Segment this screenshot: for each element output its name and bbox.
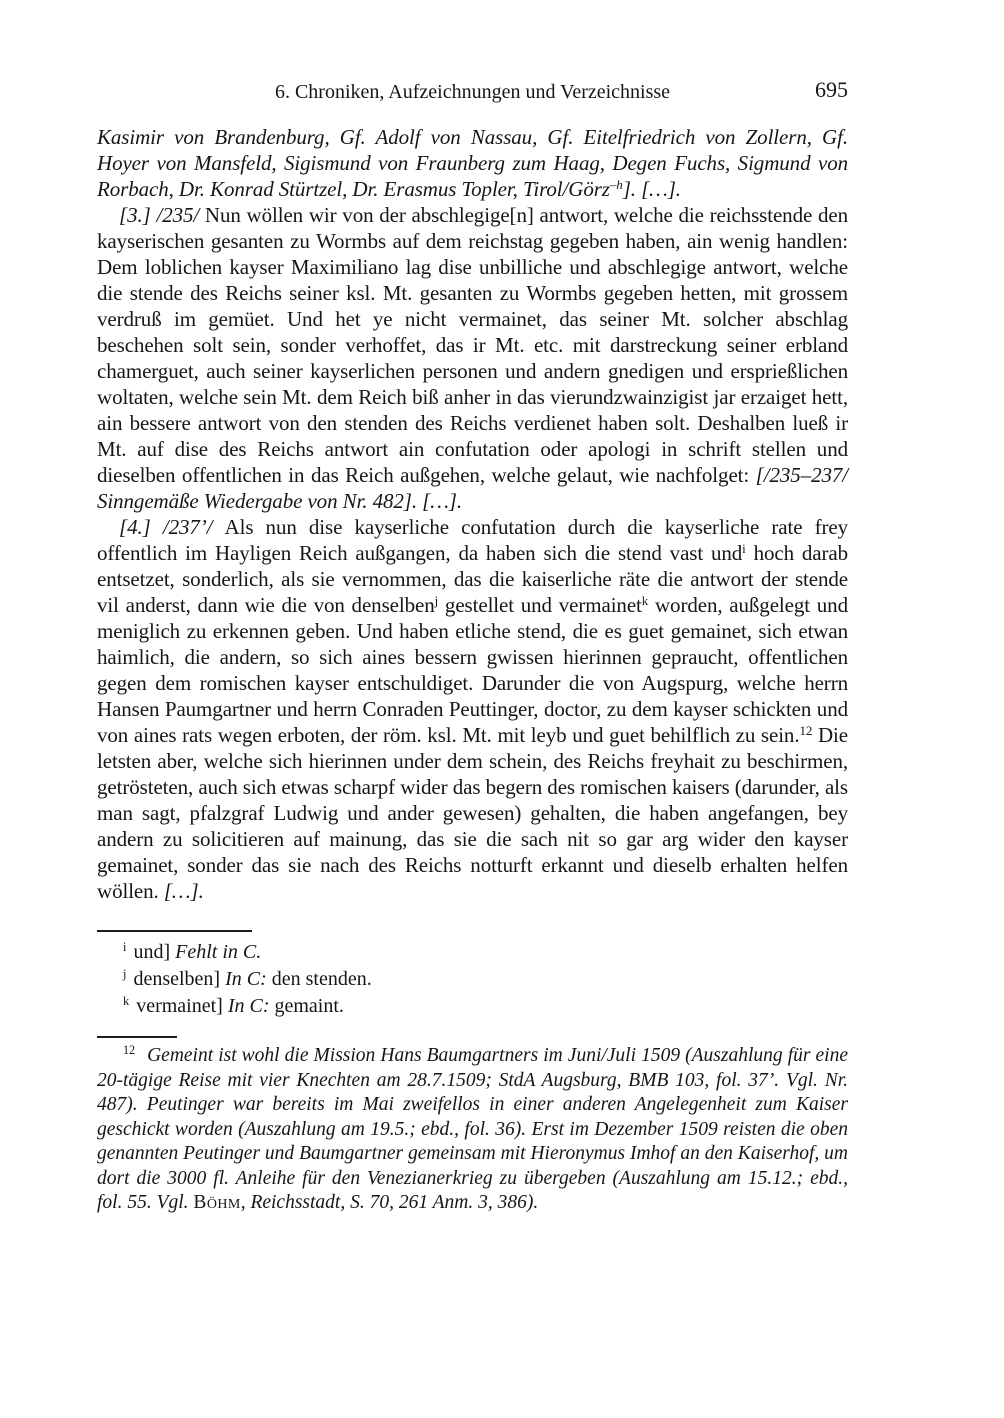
footnote-marker: 12 [123,1043,136,1058]
footnote-divider-rule [97,1036,177,1038]
apparatus-entry-text: vermainet] In C: gemaint. [136,995,344,1017]
apparatus-marker: i [123,940,127,955]
footnote-section [97,1036,848,1216]
apparatus-entry-j [97,966,848,993]
critical-apparatus [97,930,848,1020]
apparatus-marker: k [123,994,130,1009]
apparatus-marker: j [123,967,127,982]
running-header [97,77,848,104]
paragraph-section-3: [3.] /235/ Nun wöllen wir von der abschlegige[n] antwort, welche die reichsstende den kayserischen gesanten zu Wormbs auf dem reichstag gegeben haben, ain wenig handlen: Dem loblichen kayser Maximiliano lag dise unbilliche und abschlegige antwort, welche die stende des Reichs seiner ksl. Mt. gesanten zu Wormbs gegeben hetten, mit grossem verdruß im gemüet. Und het ye nicht vermainet, das seiner Mt. solcher abschlag beschehen solt sein, sonder verhoffet, das ir Mt. etc. mit darstreckung seiner erbland chamerguet, auch seiner kayserlichen personen und andern gnedigen und ersprießlichen woltaten, welche sein Mt. dem Reich biß anher in das vierundzwainzigist jar erzaiget hett, ain bessere antwort von den stenden des Reichs verdienet haben solt. Deshalben lueß ir Mt. auf dise des Reichs antwort ain confutation oder apologi in schrift stellen und dieselben offentlichen in das Reich außgehen, welche gelaut, wie nachfolget: [/235–237/ Sinngemäße Wiedergabe von Nr. 482]. […]. [97,203,848,513]
page-number: 695 [815,77,848,102]
main-text [97,124,848,904]
paragraph-preamble: Kasimir von Brandenburg, Gf. Adolf von Nassau, Gf. Eitelfriedrich von Zollern, Gf. Hoyer von Mansfeld, Sigismund von Fraunberg zum Haag, Degen Fuchs, Sigmund von Rorbach, Dr. Konrad Stürtzel, Dr. Erasmus Topler, Tirol/Görz$^{-h}$]. […]. [97,125,848,201]
apparatus-divider-rule [97,930,252,932]
apparatus-entry-text: denselben] In C: den stenden. [133,968,372,990]
paragraph-section-4: [4.] /237’/ Als nun dise kayserliche confutation durch die kayserliche rate frey offentlich im Hayligen Reich außgangen, da haben sich die stend vast und$^i$ hoch darab entsetzet, sonderlich, als sie vernommen, das die kaiserliche räte die antwort der stende vil anderst, dann wie die von denselben$^j$ gestellet und vermainet$^k$ worden, außgelegt und meniglich zu erkennen geben. Und haben etliche stend, die es guet gemainet, sich etwan haimlich, die andern, so sich aines bessern gwissen hierinnen gepraucht, offentlichen gegen dem romischen kayser entschuldiget. Darunder die von Augspurg, welche herrn Hansen Paumgartner und herrn Conraden Peuttinger, doctor, zu dem kayser schickten und von aines rats wegen erboten, der röm. ksl. Mt. mit leyb und guet behilflich zu sein.$^{12}$ Die letsten aber, welche sich hierinnen under dem schein, des Reichs freyhait zu beschirmen, getrösteten, auch sich etwas scharpf wider das begern des romischen kaisers (darunder, als man sagt, pfalzgraf Ludwig und ander gewesen) gehalten, die haben angefangen, bey andern zu solicitieren auf mainung, das sie die sach nit so gar arg wider den kayser gemainet, sonder das sie nach des Reichs notturft erkannt und dieselb erhalten helfen wöllen. […]. [97,515,849,903]
chapter-heading: 6. Chroniken, Aufzeichnungen und Verzeichnisse [274,81,671,103]
footnote-12 [97,1044,848,1216]
footnote-text: Gemeint ist wohl die Mission Hans Baumgartners im Juni/Juli 1509 (Auszahlung für eine 20-tägige Reise mit vier Knechten am 28.7.1509; StdA Augsburg, BMB 103, fol. 37’. Vgl. Nr. 487). Peutinger war bereits im Mai zweifellos in einer anderen Angelegenheit zum Kaiser geschickt worden (Auszahlung am 19.5.; ebd., fol. 36). Erst im Dezember 1509 reisten die oben genannten Peutinger und Baumgartner gemeinsam mit Hieronymus Imhof an den Kaiserhof, um dort die 3000 fl. Anleihe für den Venezianerkrieg zu übergeben (Auszahlung am 15.12.; ebd., fol. 55. Vgl. Böhm, Reichsstadt, S. 70, 261 Anm. 3, 386). [97,1045,848,1213]
apparatus-entry-i [97,939,848,966]
text-column [97,77,849,1216]
apparatus-entry-text: und] Fehlt in C. [133,941,262,963]
apparatus-entry-k [97,993,848,1020]
